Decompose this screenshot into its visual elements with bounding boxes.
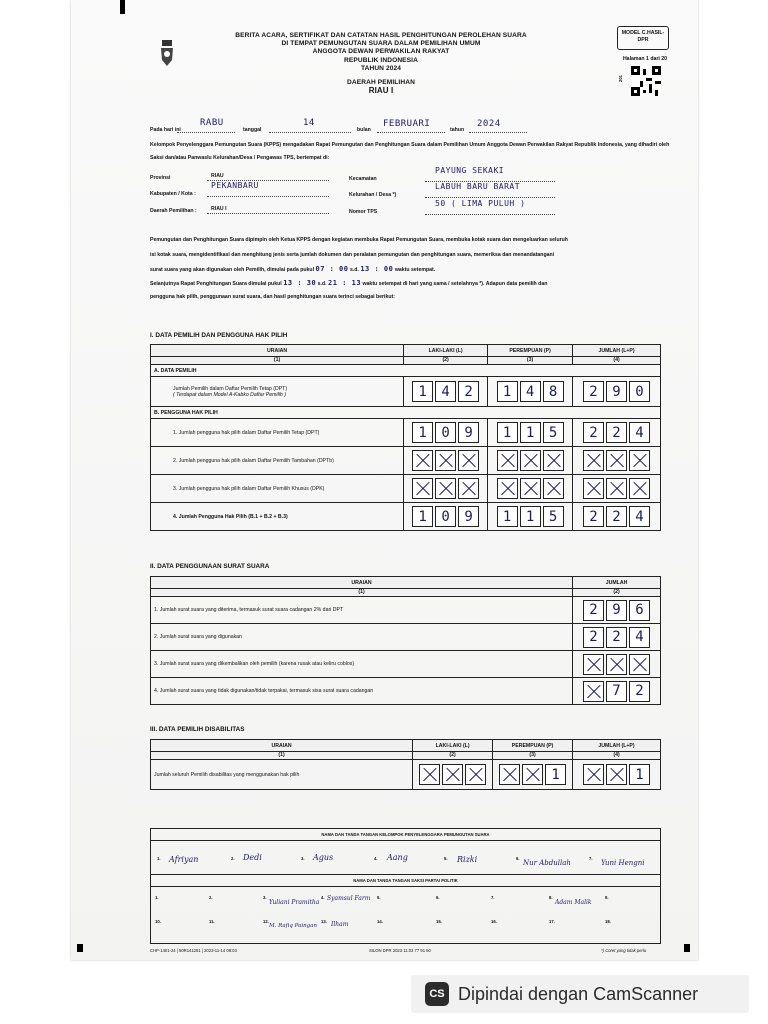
digit-box: 4 <box>629 627 650 648</box>
digit-box <box>606 450 627 471</box>
s3-row-jumlah <box>576 764 657 785</box>
signature-block <box>150 828 661 944</box>
s1-header-laki: LAKI-LAKI (L) <box>404 345 488 357</box>
digit-box <box>606 764 627 785</box>
digit-box: 1 <box>412 422 433 443</box>
digit-box <box>497 478 518 499</box>
intro-paragraph: Kelompok Penyelenggara Pemungutan Suara (KPPS) mengadakan Rapat Pemungutan dan Penghitungan Suara dalam Pemilihan Umum Anggota Dewan Perwakilan Rakyat Republik Indonesia, yang dihadiri oleh Saksi dan/atau Panwaslu Kelurahan/Desa / Pengawas TPS, bertempat di: <box>150 142 670 161</box>
digit-box: 1 <box>497 381 518 402</box>
digit-box <box>419 764 440 785</box>
digit-box: 1 <box>412 381 433 402</box>
procedure-line-4-prefix: Selanjutnya Rapat Penghitungan Suara dimulai pukul <box>150 281 282 287</box>
saksi-num-13: 13. <box>321 919 327 924</box>
s2-num-1: (1) <box>151 589 573 597</box>
s1-row-b1-jumlah <box>576 422 657 443</box>
dapil-value: RIAU I <box>368 86 394 96</box>
digit-box <box>583 764 604 785</box>
s1-row-b3-perempuan <box>491 478 569 499</box>
digit-box: 5 <box>543 506 564 527</box>
digit-box <box>583 478 604 499</box>
s2-row-3-value <box>576 654 657 675</box>
kpps-signature-3: Agus <box>313 853 334 862</box>
digit-box: 2 <box>606 506 627 527</box>
s1-group-a: A. DATA PEMILIH <box>151 365 661 377</box>
digit-box: 6 <box>629 600 650 621</box>
provinsi-line <box>207 172 329 181</box>
s1-row-b4-label: 4. Jumlah Pengguna Hak Pilih (B.1 + B.2 + B.3) <box>151 503 404 531</box>
s1-header-jumlah: JUMLAH (L+P) <box>573 345 661 357</box>
digit-box <box>606 654 627 675</box>
saksi-num-7: 7. <box>491 895 495 900</box>
digit-box <box>442 764 463 785</box>
kpps-sig-num-2: 2. <box>231 856 235 861</box>
document-title <box>191 32 571 95</box>
digit-box <box>520 450 541 471</box>
digit-box: 9 <box>458 506 479 527</box>
s1-row-b2-jumlah <box>576 450 657 471</box>
digit-box <box>522 764 543 785</box>
s3-row <box>151 760 661 790</box>
saksi-signature-grid <box>151 887 660 943</box>
s1-row-b2 <box>151 447 661 475</box>
digit-box <box>458 450 479 471</box>
digit-box: 5 <box>543 422 564 443</box>
s1-num-1: (1) <box>151 357 404 365</box>
s2-row-3-label: 3. Jumlah surat suara yang dikembalikan oleh pemilih (karena rusak atau keliru coblos) <box>151 651 573 678</box>
saksi-signature-4: Syamsul Farm <box>327 895 371 902</box>
saksi-num-4: 4. <box>321 895 325 900</box>
year-value: 2024 <box>477 119 501 129</box>
tps-label: Nomor TPS <box>349 209 378 215</box>
saksi-signature-title: NAMA DAN TANDA TANGAN SAKSI PARTAI POLITIK <box>151 875 660 887</box>
s2-row-1-value <box>576 600 657 621</box>
kpps-signature-5: Rizki <box>457 855 478 864</box>
digit-box: 2 <box>583 506 604 527</box>
day-value: RABU <box>200 118 224 128</box>
digit-box: 4 <box>520 381 541 402</box>
procedure-line-4-suffix: waktu setempat di hari yang sama / setelahnya *). Adapun data pemilih dan <box>362 281 548 287</box>
s1-row-b2-laki <box>407 450 484 471</box>
s3-row-laki <box>416 764 489 785</box>
digit-box <box>520 478 541 499</box>
s1-row-b3-label: 3. Jumlah pengguna hak pilih dalam Daftar Pemilih Khusus (DPK) <box>151 475 404 503</box>
kpps-sig-num-7: 7. <box>589 856 593 861</box>
title-line-4: REPUBLIK INDONESIA <box>344 56 418 64</box>
digit-box: 1 <box>520 506 541 527</box>
saksi-num-5: 5. <box>377 895 381 900</box>
procedure-line-4 <box>150 280 675 287</box>
digit-box: 4 <box>629 506 650 527</box>
saksi-num-16: 16. <box>491 919 497 924</box>
s1-row-dpt-note: ( Terdapat dalam Model A-Kabko Daftar Pemilih ) <box>173 391 286 398</box>
dapil-row-value: RIAU I <box>211 206 227 212</box>
digit-box: 9 <box>458 422 479 443</box>
digit-box: 0 <box>435 422 456 443</box>
section-3-table <box>150 739 661 790</box>
digit-box <box>435 478 456 499</box>
day-label: Pada hari ini <box>150 127 181 133</box>
digit-box <box>458 478 479 499</box>
saksi-num-17: 17. <box>549 919 555 924</box>
s1-row-dpt-perempuan <box>491 381 569 402</box>
saksi-num-10: 10. <box>155 919 161 924</box>
s2-header-jumlah: JUMLAH <box>573 577 661 589</box>
s1-row-b1 <box>151 419 661 447</box>
digit-box: 2 <box>583 600 604 621</box>
s2-row-3 <box>151 651 661 678</box>
dapil-row-label: Daerah Pemilihan : <box>150 208 197 214</box>
date-label: tanggal <box>243 127 262 133</box>
digit-box: 2 <box>629 681 650 702</box>
s1-row-b2-label: 2. Jumlah pengguna hak pilih dalam Daftar Pemilih Tambahan (DPTb) <box>151 447 404 475</box>
s3-num-4: (4) <box>573 752 661 760</box>
s2-row-1-label: 1. Jumlah surat suara yang diterima, termasuk surat suara cadangan 2% dari DPT <box>151 597 573 624</box>
s1-row-b1-laki <box>407 422 484 443</box>
digit-box: 0 <box>629 381 650 402</box>
digit-box <box>543 478 564 499</box>
dapil-label: DAERAH PEMILIHAN <box>347 79 415 87</box>
year-label: tahun <box>450 127 465 133</box>
saksi-signature-12: M. Rafiq Paingan <box>269 923 317 929</box>
digit-box <box>629 478 650 499</box>
kpps-sig-num-3: 3. <box>301 856 305 861</box>
digit-box: 2 <box>583 381 604 402</box>
provinsi-label: Provinsi <box>150 175 171 181</box>
procedure-line-3-suffix: waktu setempat. <box>394 267 436 273</box>
digit-box <box>412 478 433 499</box>
digit-box <box>543 450 564 471</box>
title-line-5: TAHUN 2024 <box>360 64 402 72</box>
kpu-logo <box>160 38 174 68</box>
kpps-sig-num-6: 6. <box>516 856 520 861</box>
model-box <box>617 26 669 50</box>
s1-group-b: B. PENGGUNA HAK PILIH <box>151 407 661 419</box>
model-label: MODEL C.HASIL-DPR <box>621 30 665 43</box>
saksi-num-1: 1. <box>155 895 159 900</box>
digit-box: 1 <box>497 506 518 527</box>
tps-value: 50 ( LIMA PULUH ) <box>435 199 526 208</box>
digit-box <box>499 764 520 785</box>
saksi-num-12: 12. <box>263 919 269 924</box>
saksi-num-14: 14. <box>377 919 383 924</box>
digit-box <box>435 450 456 471</box>
digit-box <box>465 764 486 785</box>
s1-row-dpt-jumlah <box>576 381 657 402</box>
kabupaten-value: PEKANBARU <box>211 181 259 190</box>
digit-box: 2 <box>606 422 627 443</box>
footnote: *) Coret yang tidak perlu <box>601 948 647 953</box>
s2-row-4 <box>151 678 661 705</box>
corner-mark-bottom-right <box>684 944 690 952</box>
provinsi-value: RIAU <box>211 173 224 179</box>
saksi-signature-14: Ilham <box>331 921 349 928</box>
saksi-num-18: 18. <box>605 919 611 924</box>
title-line-3: ANGGOTA DEWAN PERWAKILAN RAKYAT <box>312 48 450 56</box>
s1-row-b4-perempuan <box>491 506 569 527</box>
kpps-signature-4: Aang <box>387 853 408 862</box>
corner-mark-top <box>120 0 125 14</box>
s1-row-dpt-label: Jumlah Pemilih dalam Daftar Pemilih Tetap (DPT) <box>173 385 288 392</box>
digit-box <box>583 450 604 471</box>
section-2-title: II. DATA PENGGUNAAN SURAT SUARA <box>150 563 270 570</box>
saksi-num-3: 3. <box>263 895 267 900</box>
saksi-signature-3: Yuliani Pramitha <box>269 899 320 906</box>
digit-box <box>629 450 650 471</box>
s3-num-2: (2) <box>413 752 493 760</box>
digit-box: 1 <box>545 764 566 785</box>
s2-row-1 <box>151 597 661 624</box>
s1-row-b3 <box>151 475 661 503</box>
digit-box: 2 <box>458 381 479 402</box>
kpps-signature-title: NAMA DAN TANDA TANGAN KELOMPOK PENYELENGGARA PEMUNGUTAN SUARA <box>151 829 660 841</box>
digit-box: 1 <box>629 764 650 785</box>
s1-row-dpt-laki <box>407 381 484 402</box>
saksi-num-11: 11. <box>209 919 215 924</box>
doc-code-mid: SILON DPR 2023 11:03 77 91 50 <box>369 948 431 953</box>
kpps-signature-1: Afriyan <box>169 855 199 864</box>
kelurahan-label: Kelurahan / Desa *) <box>349 192 397 198</box>
s1-row-b1-perempuan <box>491 422 569 443</box>
s2-row-2-label: 2. Jumlah surat suara yang digunakan <box>151 624 573 651</box>
s2-row-4-label: 4. Jumlah surat suara yang tidak digunakan/tidak terpakai, termasuk sisa surat suara cadangan <box>151 678 573 705</box>
doc-code-left: CHP-1401-24 | 50R141251 | 2023-11-14 08:03 <box>150 948 237 953</box>
digit-box <box>583 654 604 675</box>
kpps-sig-num-5: 5. <box>444 856 448 861</box>
saksi-num-6: 6. <box>436 895 440 900</box>
s3-num-1: (1) <box>151 752 413 760</box>
digit-box <box>497 450 518 471</box>
section-2-table <box>150 576 661 705</box>
s3-row-label: Jumlah seluruh Pemilih disabilitas yang menggunakan hak pilih <box>151 760 413 790</box>
kpps-sig-num-1: 1. <box>157 856 161 861</box>
digit-box: 1 <box>497 422 518 443</box>
section-1-title: I. DATA PEMILIH DAN PENGGUNA HAK PILIH <box>150 332 288 339</box>
s1-num-4: (4) <box>573 357 661 365</box>
count-sd: s.d. <box>317 281 327 287</box>
digit-box: 2 <box>583 627 604 648</box>
section-1-table <box>150 344 661 531</box>
s1-row-dpt <box>151 377 661 407</box>
start-sd: s.d. <box>349 267 359 273</box>
digit-box <box>606 478 627 499</box>
s3-num-3: (3) <box>493 752 573 760</box>
kabupaten-label: Kabupaten / Kota : <box>150 191 196 197</box>
digit-box: 9 <box>606 600 627 621</box>
saksi-num-8: 8. <box>549 895 553 900</box>
kelurahan-value: LABUH BARU BARAT <box>435 182 521 191</box>
kpps-signature-7: Yuni Hengni <box>601 859 645 867</box>
camscanner-logo-icon: CS <box>425 982 449 1006</box>
s2-row-2-value <box>576 627 657 648</box>
s2-header-uraian: URAIAN <box>151 577 573 589</box>
digit-box: 8 <box>543 381 564 402</box>
s1-row-b2-perempuan <box>491 450 569 471</box>
document-page <box>71 0 698 960</box>
title-line-2: DI TEMPAT PEMUNGUTAN SUARA DALAM PEMILIHAN UMUM <box>281 40 481 48</box>
camscanner-text: Dipindai dengan CamScanner <box>458 983 699 1004</box>
digit-box: 2 <box>606 627 627 648</box>
s1-header-perempuan: PEREMPUAN (P) <box>488 345 573 357</box>
kpps-signature-6: Nur Abdullah <box>523 859 571 867</box>
month-value: FEBRUARI <box>383 119 431 129</box>
procedure-line-3 <box>150 266 675 273</box>
title-line-1: BERITA ACARA, SERTIFIKAT DAN CATATAN HASIL PENGHITUNGAN PEROLEHAN SUARA <box>235 32 527 39</box>
saksi-signature-8: Adam Malik <box>555 899 592 906</box>
digit-box: 7 <box>606 681 627 702</box>
section-3-title: III. DATA PEMILIH DISABILITAS <box>150 726 245 733</box>
saksi-num-2: 2. <box>209 895 213 900</box>
kpps-signature-row <box>151 841 660 875</box>
digit-box: 4 <box>435 381 456 402</box>
s2-row-2 <box>151 624 661 651</box>
kpps-sig-num-4: 4. <box>374 856 378 861</box>
saksi-num-9: 9. <box>605 895 609 900</box>
end-time: 13 : 00 <box>360 265 394 273</box>
s3-header-uraian: URAIAN <box>151 740 413 752</box>
saksi-num-15: 15. <box>436 919 442 924</box>
start-time: 07 : 00 <box>315 265 349 273</box>
kecamatan-value: PAYUNG SEKAKI <box>435 166 505 175</box>
month-label: bulan <box>357 127 371 133</box>
digit-box: 9 <box>606 381 627 402</box>
digit-box <box>583 681 604 702</box>
count-end-time: 21 : 13 <box>328 279 362 287</box>
s1-row-b4-jumlah <box>576 506 657 527</box>
s3-row-perempuan <box>496 764 569 785</box>
digit-box: 4 <box>629 422 650 443</box>
digit-box: 0 <box>435 506 456 527</box>
s1-header-uraian: URAIAN <box>151 345 404 357</box>
procedure-line-1: Pemungutan dan Penghitungan Suara dipimpin oleh Ketua KPPS dengan kegiatan membuka Rapat Pemungutan Suara, membuka kotak suara dan mengeluarkan seluruh <box>150 237 568 243</box>
s2-num-2: (2) <box>573 589 661 597</box>
count-start-time: 13 : 30 <box>283 279 317 287</box>
s1-num-2: (2) <box>404 357 488 365</box>
s1-num-3: (3) <box>488 357 573 365</box>
s3-header-laki: LAKI-LAKI (L) <box>413 740 493 752</box>
digit-box <box>629 654 650 675</box>
digit-box: 1 <box>412 506 433 527</box>
procedure-line-3-prefix: surat suara yang akan digunakan oleh Pemilih, dimulai pada pukul <box>150 267 315 273</box>
digit-box <box>412 450 433 471</box>
procedure-line-2: isi kotak suara, mengidentifikasi dan menghitung jenis serta jumlah dokumen dan peralatan pemungutan dan penghitungan suara, memeriksa dan menandatangani <box>150 252 555 258</box>
digit-box: 1 <box>520 422 541 443</box>
s1-row-b3-jumlah <box>576 478 657 499</box>
s3-header-perempuan: PEREMPUAN (P) <box>493 740 573 752</box>
s1-row-b4 <box>151 503 661 531</box>
kpps-signature-2: Dedi <box>243 853 262 862</box>
camscanner-watermark <box>411 975 749 1013</box>
corner-mark-bottom-left <box>77 944 83 952</box>
s2-row-4-value <box>576 681 657 702</box>
procedure-line-5: pengguna hak pilih, penggunaan surat suara, dan hasil penghitungan suara terinci sebagai berikut: <box>150 294 396 300</box>
digit-box: 2 <box>583 422 604 443</box>
date-value: 14 <box>303 118 315 128</box>
s1-row-b3-laki <box>407 478 484 499</box>
page-indicator: Halaman 1 dari 20 <box>622 56 668 62</box>
qr-code <box>631 66 661 96</box>
s3-header-jumlah: JUMLAH (L+P) <box>573 740 661 752</box>
qr-number: 201 <box>618 75 623 82</box>
kecamatan-label: Kecamatan <box>349 176 377 182</box>
s1-row-b4-laki <box>407 506 484 527</box>
s1-row-b1-label: 1. Jumlah pengguna hak pilih dalam Daftar Pemilih Tetap (DPT) <box>151 419 404 447</box>
